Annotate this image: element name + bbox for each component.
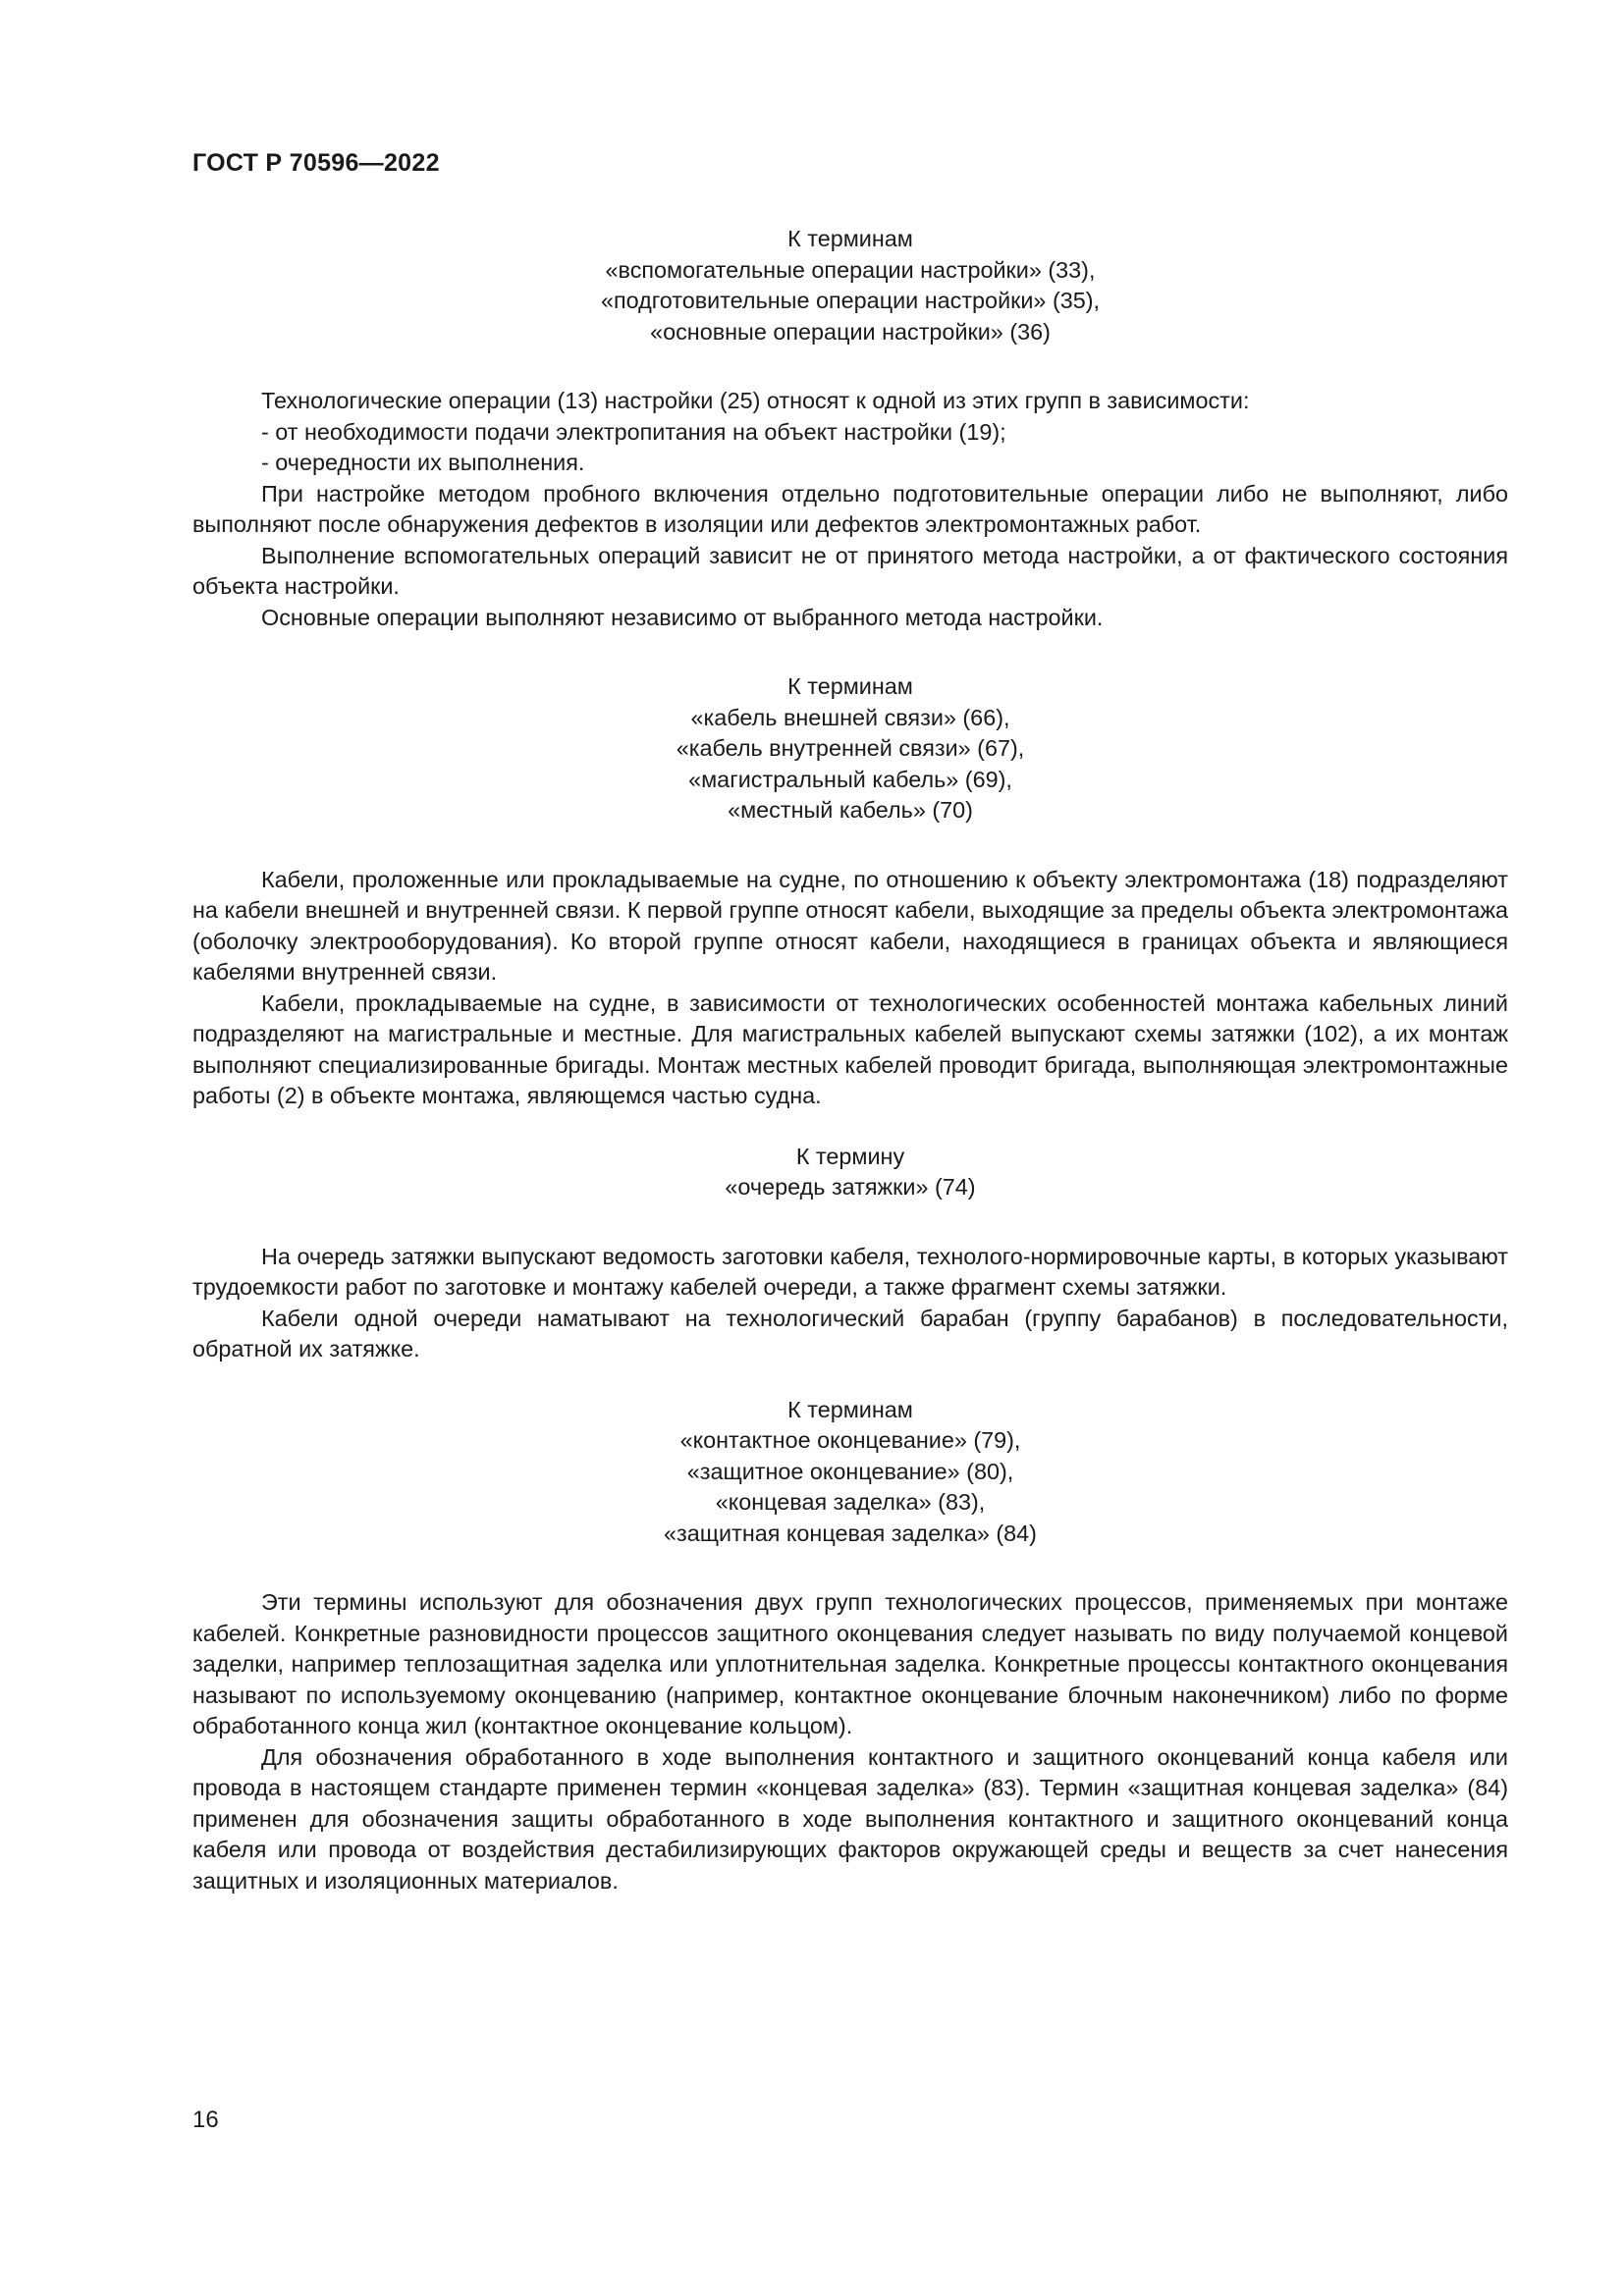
heading-line: К термину	[795, 1143, 905, 1169]
list-item: - очередности их выполнения.	[261, 450, 585, 475]
paragraph: Кабели, проложенные или прокладываемые на судне, по отношению к объекту электромонтажа (18) подразделяют на кабели внешней и внутренней связи. К первой группе относят кабели, выходящие за пределы объекта электромонтажа (оболочку электрооборудования). Ко второй группе относят кабели, находящиеся в границах объекта и являющиеся кабелями внутренней связи.	[192, 866, 1508, 985]
heading-line: «очередь затяжки» (74)	[725, 1174, 976, 1200]
terms-heading-1	[192, 224, 1508, 347]
heading-line: К терминам	[787, 1396, 913, 1422]
paragraph: Кабели, прокладываемые на судне, в зависимости от технологических особенностей монтажа кабельных линий подразделяют на магистральные и местные. Для магистральных кабелей выпускают схемы затяжки (102), а их монтаж выполняют специализированные бригады. Монтаж местных кабелей проводит бригада, выполняющая электромонтажные работы (2) в объекте монтажа, являющемся частью судна.	[192, 989, 1508, 1108]
heading-line: «магистральный кабель» (69),	[688, 766, 1012, 792]
page-number: 16	[192, 2107, 219, 2133]
heading-line: К терминам	[787, 226, 913, 251]
list-item: - от необходимости подачи электропитания на объект настройки (19);	[261, 418, 1006, 445]
paragraph: Технологические операции (13) настройки (25) относят к одной из этих групп в зависимости:	[261, 388, 1250, 413]
paragraph: При настройке методом пробного включения отдельно подготовительные операции либо не выполняют, либо выполняют после обнаружения дефектов в изоляции или дефектов электромонтажных работ.	[192, 480, 1508, 537]
terms-heading-2	[192, 671, 1508, 827]
paragraph: Для обозначения обработанного в ходе выполнения контактного и защитного оконцеваний конца кабеля или провода в настоящем стандарте применен термин «концевая заделка» (83). Термин «защитная концевая заделка» (84) применен для обозначения защиты обработанного в ходе выполнения контактного и защитного оконцеваний конца кабеля или провода от воздействия дестабилизирующих факторов окружающей среды и веществ за счет нанесения защитных и изоляционных материалов.	[192, 1743, 1508, 1894]
page-content	[192, 224, 1508, 1896]
terms-heading-4	[192, 1395, 1508, 1550]
heading-line: «основные операции настройки» (36)	[650, 318, 1051, 345]
heading-line: К терминам	[787, 673, 913, 699]
document-header: ГОСТ Р 70596—2022	[192, 149, 440, 177]
heading-line: «местный кабель» (70)	[728, 797, 973, 823]
paragraph: Эти термины используют для обозначения двух групп технологических процессов, применяемых при монтаже кабелей. Конкретные разновидности процессов защитного оконцевания следует называть по виду получаемой концевой заделки, например теплозащитная заделка или уплотнительная заделка. Конкретные процессы контактного оконцевания называют по используемому оконцеванию (например, контактное оконцевание блочным наконечником) либо по форме обработанного конца жил (контактное оконцевание кольцом).	[192, 1589, 1508, 1738]
heading-line: «защитная концевая заделка» (84)	[664, 1520, 1037, 1546]
heading-line: «кабель внутренней связи» (67),	[676, 735, 1025, 761]
paragraph: На очередь затяжки выпускают ведомость заготовки кабеля, технолого-нормировочные карты, в которых указывают трудоемкости работ по заготовке и монтажу кабелей очереди, а также фрагмент схемы затяжки.	[192, 1243, 1508, 1300]
heading-line: «кабель внешней связи» (66),	[690, 704, 1010, 730]
heading-line: «концевая заделка» (83),	[715, 1489, 986, 1515]
heading-line: «подготовительные операции настройки» (35),	[600, 288, 1101, 313]
paragraph: Выполнение вспомогательных операций зависит не от принятого метода настройки, а от фактического состояния объекта настройки.	[192, 542, 1508, 599]
heading-line: «контактное оконцевание» (79),	[679, 1427, 1021, 1453]
heading-line: «защитное оконцевание» (80),	[686, 1458, 1014, 1484]
paragraph: Кабели одной очереди наматывают на технологический барабан (группу барабанов) в последовательности, обратной их затяжке.	[192, 1305, 1508, 1362]
terms-heading-3	[192, 1142, 1508, 1203]
heading-line: «вспомогательные операции настройки» (33),	[605, 256, 1096, 283]
paragraph: Основные операции выполняют независимо от выбранного метода настройки.	[261, 604, 1104, 630]
